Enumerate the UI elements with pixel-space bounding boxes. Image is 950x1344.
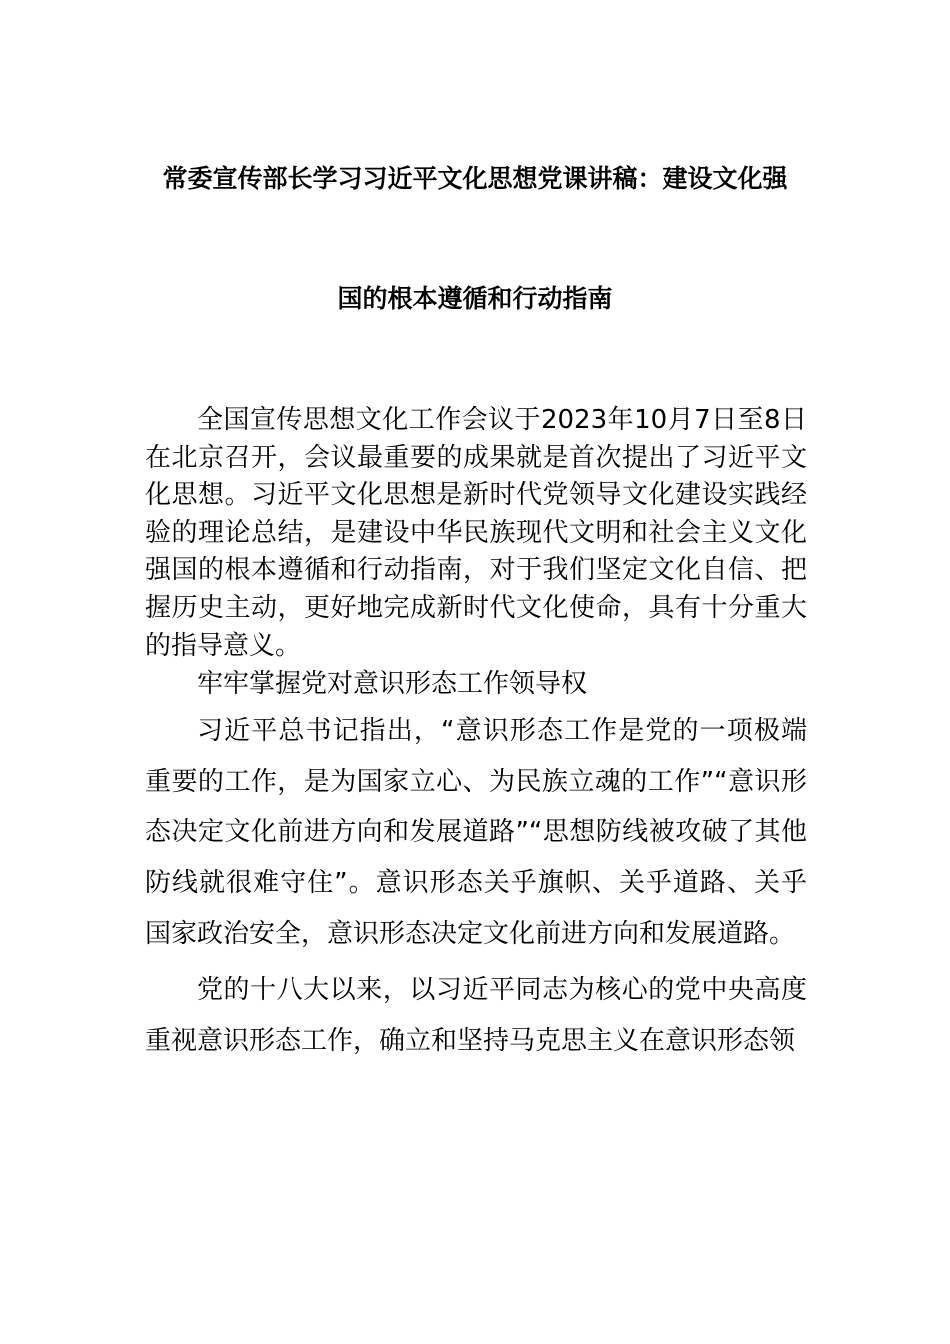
body-paragraph-intro: 全国宣传思想文化工作会议于2023年10月7日至8日在北京召开，会议最重要的成果就是首次提出了习近平文化思想。习近平文化思想是新时代党领导文化建设实践经验的理论总结，是建设中华民族现代文明和社会主义文化强国的根本遵循和行动指南，对于我们坚定文化自信、把握历史主动，更好地完成新时代文化使命，具有十分重大的指导意义。 bbox=[145, 405, 807, 661]
document-title-line-1: 常委宣传部长学习习近平文化思想党课讲稿：建设文化强 bbox=[162, 164, 788, 193]
body-paragraph-quote: 习近平总书记指出，“意识形态工作是党的一项极端重要的工作，是为国家立心、为民族立魂的工作”“意识形态决定文化前进方向和发展道路”“思想防线被攻破了其他防线就很难守住”。意识形态关乎旗帜、关乎道路、关乎国家政治安全，意识形态决定文化前进方向和发展道路。 bbox=[145, 716, 807, 949]
section-heading: 牢牢掌握党对意识形态工作领导权 bbox=[197, 669, 588, 700]
body-paragraph-continuation: 党的十八大以来，以习近平同志为核心的党中央高度重视意识形态工作，确立和坚持马克思主义在意识形态领 bbox=[145, 975, 807, 1056]
document-title-line-2: 国的根本遵循和行动指南 bbox=[337, 284, 613, 313]
document-body bbox=[145, 402, 807, 1066]
